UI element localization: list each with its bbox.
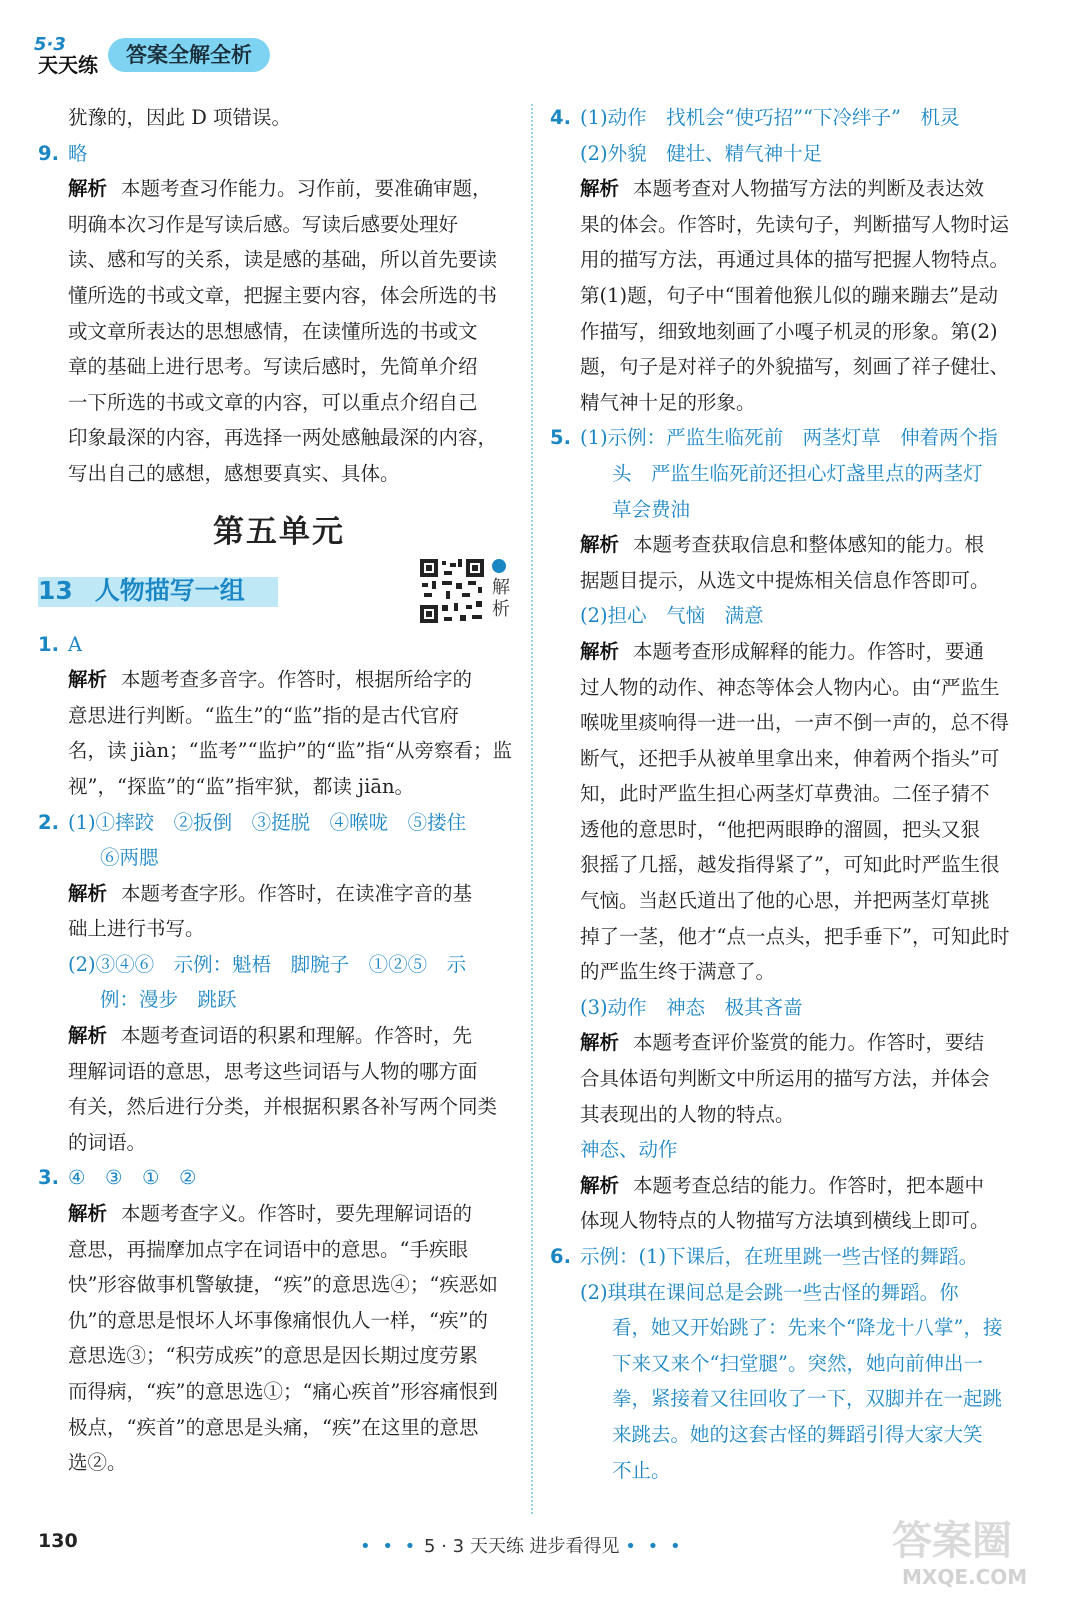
question-number: 5. xyxy=(550,426,571,450)
analysis-line: 或文章所表达的思想感情，在读懂所选的书或文 xyxy=(68,319,478,343)
analysis-line: 精气神十足的形象。 xyxy=(580,390,756,414)
analysis-line: 透他的意思时，“他把两眼睁的溜圆，把头又狠 xyxy=(580,817,980,841)
lesson-header xyxy=(38,557,520,627)
answer: 拳，紧接着又往回收了一下，双脚并在一起跳 xyxy=(612,1387,1003,1411)
analysis-label: 解析 xyxy=(580,1031,620,1055)
analysis-line: 有关，然后进行分类，并根据积累各补写两个同类 xyxy=(68,1095,498,1119)
question-number: 3. xyxy=(38,1166,59,1190)
analysis-line: 题，句子是对祥子的外貌描写，刻画了祥子健壮、 xyxy=(580,355,1010,379)
analysis-line: 本题考查获取信息和整体感知的能力。根 xyxy=(633,533,985,557)
analysis-line: 断气，还把手从被单里拿出来，伸着两个指头”可 xyxy=(580,746,1000,770)
answer: (1)①摔跤 ②扳倒 ③挺脱 ④喉咙 ⑤搂住 xyxy=(68,810,467,834)
page-number: 130 xyxy=(38,1530,78,1552)
analysis-line: 狠摇了几摇，越发指得紧了”，可知此时严监生很 xyxy=(580,853,1000,877)
svg-text:MXQE.COM: MXQE.COM xyxy=(902,1565,1028,1589)
footer-dots: • • • xyxy=(625,1536,684,1557)
analysis-line: 意思进行判断。“监生”的“监”指的是古代官府 xyxy=(68,703,459,727)
answer: 草会费油 xyxy=(612,497,691,521)
analysis-line: 据题目提示，从选文中提炼相关信息作答即可。 xyxy=(580,568,990,592)
answer: (3)动作 神态 极其吝啬 xyxy=(580,995,803,1019)
analysis-label: 解析 xyxy=(580,533,620,557)
answer: 下来又来个“扫堂腿”。突然，她向前伸出一 xyxy=(612,1351,983,1375)
analysis-line: 掉了一茎，他才“点一点头，把手垂下”，可知此时 xyxy=(580,924,1010,948)
analysis-line: 快”形容做事机警敏捷，“疾”的意思选④；“疾恶如 xyxy=(68,1273,498,1297)
left-column xyxy=(38,100,520,1481)
analysis-line: 视”，“探监”的“监”指牢狱，都读 jiān。 xyxy=(68,774,415,798)
answer: (1)动作 找机会“使巧招”“下冷绊子” 机灵 xyxy=(580,106,960,129)
answer: (2)琪琪在课间总是会跳一些古怪的舞蹈。你 xyxy=(580,1280,959,1304)
analysis-line: 第(1)题，句子中“围着他猴儿似的蹦来蹦去”是动 xyxy=(580,283,999,307)
analysis-line: 明确本次习作是写读后感。写读后感要处理好 xyxy=(68,212,459,236)
analysis-line: 名，读 jiàn；“监考”“监护”的“监”指“从旁察看；监 xyxy=(68,739,512,763)
answer: 神态、动作 xyxy=(580,1138,678,1162)
qr-label: 解析 xyxy=(492,576,510,620)
answer: 看，她又开始跳了：先来个“降龙十八掌”，接 xyxy=(612,1316,1003,1340)
analysis-line: 气恼。当赵氏道出了他的心思，并把两茎灯草挑 xyxy=(580,889,990,913)
analysis-label: 解析 xyxy=(580,177,620,201)
analysis-line: 本题考查习作能力。习作前，要准确审题， xyxy=(121,177,492,201)
svg-text:5·3: 5·3 xyxy=(34,34,66,55)
answer: 略 xyxy=(68,141,88,165)
analysis-line: 本题考查评价鉴赏的能力。作答时，要结 xyxy=(633,1031,985,1055)
answer: (2)外貌 健壮、精气神十足 xyxy=(580,141,823,165)
analysis-line: 意思，再揣摩加点字在词语中的意思。“手疾眼 xyxy=(68,1237,468,1261)
question-number: 2. xyxy=(38,810,59,834)
analysis-line: 选②。 xyxy=(68,1451,127,1475)
analysis-line: 知，此时严监生担心两茎灯草费油。二侄子猜不 xyxy=(580,782,990,806)
question-number: 1. xyxy=(38,632,59,656)
analysis-line: 果的体会。作答时，先读句子，判断描写人物时运 xyxy=(580,212,1010,236)
analysis-line: 喉咙里痰响得一进一出，一声不倒一声的，总不得 xyxy=(580,711,1010,735)
answer: 例：漫步 跳跃 xyxy=(100,988,237,1012)
answer: 示例：(1)下课后，在班里跳一些古怪的舞蹈。 xyxy=(580,1245,979,1268)
answer: A xyxy=(68,632,83,656)
answer: 来跳去。她的这套古怪的舞蹈引得大家大笑 xyxy=(612,1422,983,1446)
question-number: 4. xyxy=(550,106,571,129)
question-number: 9. xyxy=(38,141,59,165)
analysis-line: 本题考查总结的能力。作答时，把本题中 xyxy=(633,1173,985,1197)
analysis-line: 本题考查多音字。作答时，根据所给字的 xyxy=(121,668,473,692)
analysis-line: 的词语。 xyxy=(68,1130,147,1154)
footer-text: 5 · 3 天天练 进步看得见 xyxy=(424,1536,620,1557)
lesson-title: 人物描写一组 xyxy=(94,575,245,605)
analysis-line: 写出自己的感想，感想要真实、具体。 xyxy=(68,461,400,485)
qr-code-icon[interactable] xyxy=(418,557,486,625)
analysis-label: 解析 xyxy=(68,1024,108,1048)
analysis-line: 本题考查字形。作答时，在读准字音的基 xyxy=(121,881,473,905)
analysis-line: 本题考查词语的积累和理解。作答时，先 xyxy=(121,1024,473,1048)
analysis-line: 理解词语的意思，思考这些词语与人物的哪方面 xyxy=(68,1059,478,1083)
analysis-line: 印象最深的内容，再选择一两处感触最深的内容， xyxy=(68,426,498,450)
analysis-label: 解析 xyxy=(68,668,108,692)
question-number: 6. xyxy=(550,1245,571,1268)
analysis-line: 一下所选的书或文章的内容，可以重点介绍自己 xyxy=(68,390,478,414)
header-logo xyxy=(30,28,110,78)
analysis-line: 本题考查字义。作答时，要先理解词语的 xyxy=(121,1202,473,1226)
analysis-line: 章的基础上进行思考。写读后感时，先简单介绍 xyxy=(68,355,478,379)
footer-dots: • • • xyxy=(360,1536,419,1557)
answer: 头 严监生临死前还担心灯盏里点的两茎灯 xyxy=(612,461,983,485)
unit-title: 第五单元 xyxy=(213,513,345,550)
analysis-line: 合具体语句判断文中所运用的描写方法，并体会 xyxy=(580,1067,990,1091)
analysis-line: 意思选③；“积劳成疾”的意思是因长期过度劳累 xyxy=(68,1344,478,1368)
answer: (2)③④⑥ 示例：魁梧 脚腕子 ①②⑤ 示 xyxy=(68,952,467,976)
analysis-line: 过人物的动作、神态等体会人物内心。由“严监生 xyxy=(580,675,1000,699)
analysis-line: 体现人物特点的人物描写方法填到横线上即可。 xyxy=(580,1209,990,1233)
lesson-number: 13 xyxy=(38,575,73,605)
analysis-label: 解析 xyxy=(580,639,620,663)
right-column xyxy=(550,100,1040,1488)
analysis-line: 其表现出的人物的特点。 xyxy=(580,1102,795,1126)
answer: ⑥两腮 xyxy=(100,846,159,870)
analysis-line: 极点，“疾首”的意思是头痛，“疾”在这里的意思 xyxy=(68,1415,479,1439)
analysis-line: 本题考查对人物描写方法的判断及表达效 xyxy=(633,177,985,201)
analysis-label: 解析 xyxy=(68,881,108,905)
analysis-line: 懂所选的书或文章，把握主要内容，体会所选的书 xyxy=(68,283,498,307)
watermark-logo xyxy=(888,1510,1048,1590)
analysis-line: 用的描写方法，再通过具体的描写把握人物特点。 xyxy=(580,248,1010,272)
header-badge: 答案全解全析 xyxy=(108,38,270,72)
analysis-line: 作描写，细致地刻画了小嘎子机灵的形象。第(2) xyxy=(580,319,998,343)
answer: (1)示例：严监生临死前 两茎灯草 伸着两个指 xyxy=(580,426,998,450)
logo-icon xyxy=(30,28,110,78)
analysis-label: 解析 xyxy=(68,177,108,201)
svg-text:天天练: 天天练 xyxy=(38,53,98,77)
analysis-label: 解析 xyxy=(68,1202,108,1226)
analysis-line: 本题考查形成解释的能力。作答时，要通 xyxy=(633,639,985,663)
analysis-label: 解析 xyxy=(580,1173,620,1197)
analysis-line: 的严监生终于满意了。 xyxy=(580,960,776,984)
analysis-line: 仇”的意思是恨坏人坏事像痛恨仇人一样，“疾”的 xyxy=(68,1308,488,1332)
analysis-line: 而得病，“疾”的意思选①；“痛心疾首”形容痛恨到 xyxy=(68,1380,498,1403)
play-icon[interactable] xyxy=(492,559,506,573)
footer-slogan xyxy=(360,1532,684,1558)
analysis-line: 读、感和写的关系，读是感的基础，所以首先要读 xyxy=(68,248,498,272)
svg-text:答案圈: 答案圈 xyxy=(892,1518,1012,1564)
text-line: 犹豫的，因此 D 项错误。 xyxy=(68,106,292,129)
analysis-line: 础上进行书写。 xyxy=(68,917,205,941)
answer: ④ ③ ① ② xyxy=(68,1166,197,1190)
answer: 不止。 xyxy=(612,1458,671,1482)
column-divider xyxy=(531,104,533,1514)
answer: (2)担心 气恼 满意 xyxy=(580,604,764,628)
